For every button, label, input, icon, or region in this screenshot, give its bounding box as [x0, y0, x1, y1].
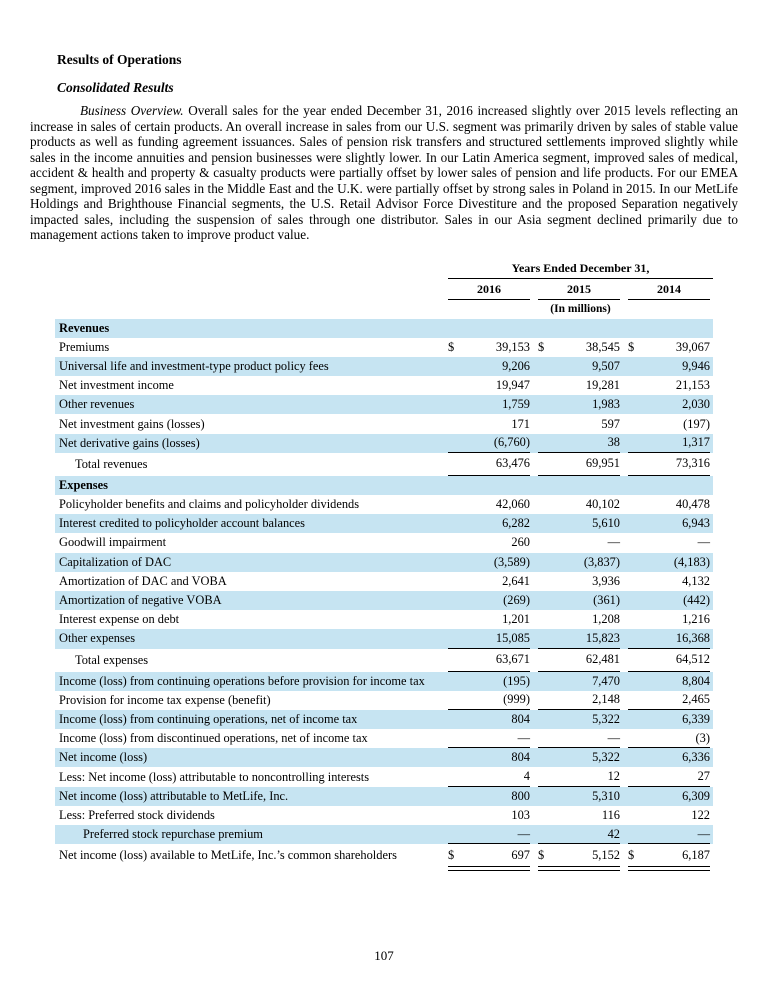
row-label: Universal life and investment-type product policy fees [59, 358, 329, 373]
value-text: (3) [695, 730, 710, 745]
row-values [448, 453, 713, 476]
year-column-2014: 2014 [628, 282, 710, 300]
financial-table [55, 262, 713, 868]
table-row [55, 806, 713, 825]
value-cell [628, 806, 710, 825]
value-cell [628, 533, 710, 552]
table-row [55, 710, 713, 729]
value-cell [538, 495, 620, 514]
value-cell [628, 495, 710, 514]
value-cell [628, 825, 710, 844]
value-cell [628, 319, 710, 338]
value-cell [538, 806, 620, 825]
value-cell [628, 729, 710, 748]
value-cell [538, 825, 620, 844]
row-values [448, 414, 713, 433]
value-cell [448, 649, 530, 672]
value-text: 804 [511, 750, 530, 765]
value-text: 1,208 [592, 612, 620, 627]
value-text: 6,309 [682, 788, 710, 803]
row-values [448, 434, 713, 453]
table-header-columns-row [55, 279, 713, 300]
value-text: 62,481 [585, 652, 620, 666]
value-text: (361) [593, 593, 620, 608]
table-row [55, 495, 713, 514]
row-values [448, 629, 713, 648]
table-header-units-row [55, 300, 713, 318]
value-cell [538, 357, 620, 376]
row-label: Revenues [59, 320, 110, 335]
value-cell [628, 572, 710, 591]
table-row [55, 338, 713, 357]
value-cell [448, 553, 530, 572]
value-cell [448, 591, 530, 610]
value-cell [628, 338, 710, 357]
value-cell [628, 649, 710, 672]
value-cell [628, 844, 710, 867]
dollar-sign: $ [628, 847, 635, 862]
row-values [448, 495, 713, 514]
row-label: Less: Net income (loss) attributable to noncontrolling interests [59, 769, 370, 784]
value-text: (4,183) [673, 554, 710, 569]
row-label: Less: Preferred stock dividends [59, 807, 215, 822]
table-row [55, 319, 713, 338]
table-row [55, 553, 713, 572]
value-text: — [607, 730, 620, 745]
page-number: 107 [374, 948, 394, 963]
table-row [55, 767, 713, 786]
value-text: 3,936 [592, 573, 620, 588]
row-values [448, 748, 713, 767]
value-cell [628, 414, 710, 433]
row-label: Provision for income tax expense (benefit) [59, 692, 271, 707]
value-text: — [517, 826, 530, 841]
value-text: 69,951 [585, 456, 620, 471]
row-values [448, 395, 713, 414]
value-cell [538, 476, 620, 495]
value-text: 4 [523, 769, 530, 784]
row-label: Income (loss) from discontinued operations, net of income tax [59, 731, 368, 746]
value-text: 171 [511, 416, 530, 431]
value-text: 697 [511, 847, 530, 862]
row-values [448, 476, 713, 495]
table-body [55, 319, 713, 868]
row-label: Other revenues [59, 397, 135, 412]
value-cell [448, 476, 530, 495]
row-label: Capitalization of DAC [59, 554, 172, 569]
value-cell [448, 691, 530, 710]
row-label: Amortization of negative VOBA [59, 593, 222, 608]
value-text: 1,201 [502, 612, 530, 627]
table-row [55, 610, 713, 629]
value-text: 19,281 [585, 378, 620, 393]
value-cell [538, 767, 620, 786]
value-text: 2,148 [592, 692, 620, 707]
year-columns [448, 282, 713, 300]
value-cell [628, 710, 710, 729]
value-cell [628, 476, 710, 495]
value-text: 6,187 [682, 847, 710, 862]
dollar-sign: $ [448, 847, 455, 862]
value-cell [538, 319, 620, 338]
value-text: 116 [601, 807, 620, 822]
table-row [55, 572, 713, 591]
table-row [55, 649, 713, 672]
value-text: 40,102 [585, 497, 620, 512]
value-text: 63,671 [495, 652, 530, 666]
row-values [448, 710, 713, 729]
value-cell [538, 453, 620, 476]
section-heading: Results of Operations [57, 52, 182, 67]
value-cell [538, 533, 620, 552]
table-row [55, 414, 713, 433]
table-row [55, 729, 713, 748]
value-cell [448, 453, 530, 476]
row-label: Preferred stock repurchase premium [83, 827, 263, 842]
value-cell [628, 395, 710, 414]
table-row [55, 591, 713, 610]
value-text: 597 [601, 416, 620, 431]
row-values [448, 319, 713, 338]
value-text: (3,589) [493, 554, 530, 569]
value-text: 39,153 [495, 339, 530, 354]
value-text: 1,759 [502, 397, 530, 412]
value-text: 12 [607, 769, 620, 784]
value-text: 260 [511, 535, 530, 550]
value-cell [628, 787, 710, 806]
value-cell [538, 553, 620, 572]
year-column-2015: 2015 [538, 282, 620, 300]
value-cell [538, 710, 620, 729]
row-values [448, 514, 713, 533]
value-cell [628, 357, 710, 376]
value-cell [538, 748, 620, 767]
row-label: Expenses [59, 477, 108, 492]
value-cell [448, 319, 530, 338]
value-cell [628, 672, 710, 691]
value-cell [448, 495, 530, 514]
value-text: 8,804 [682, 673, 710, 688]
table-row [55, 533, 713, 552]
row-label: Income (loss) from continuing operations, net of income tax [59, 711, 358, 726]
value-cell [448, 533, 530, 552]
value-text: 7,470 [592, 673, 620, 688]
value-text: 42,060 [495, 497, 530, 512]
row-label: Total revenues [75, 456, 148, 471]
row-label: Policyholder benefits and claims and policyholder dividends [59, 497, 360, 512]
value-text: (197) [683, 416, 710, 431]
value-cell [448, 787, 530, 806]
table-row [55, 748, 713, 767]
value-cell [628, 553, 710, 572]
row-values [448, 533, 713, 552]
dollar-sign: $ [538, 847, 545, 862]
value-text: 6,282 [502, 516, 530, 531]
value-cell [448, 844, 530, 867]
table-row [55, 691, 713, 710]
value-text: — [517, 730, 530, 745]
value-cell [448, 672, 530, 691]
row-label: Goodwill impairment [59, 535, 167, 550]
row-values [448, 649, 713, 672]
value-cell [448, 338, 530, 357]
value-text: 5,322 [592, 711, 620, 726]
value-text: 9,507 [592, 358, 620, 373]
value-cell [538, 629, 620, 648]
value-cell [448, 572, 530, 591]
value-cell [538, 376, 620, 395]
value-text: 122 [691, 807, 710, 822]
value-text: (269) [503, 593, 530, 608]
value-cell [448, 629, 530, 648]
row-values [448, 357, 713, 376]
dollar-sign: $ [538, 339, 545, 354]
value-text: 800 [511, 788, 530, 803]
value-cell [538, 610, 620, 629]
value-cell [448, 825, 530, 844]
year-column-2016: 2016 [448, 282, 530, 300]
units-label: (In millions) [550, 302, 611, 315]
value-cell [628, 610, 710, 629]
value-text: (3,837) [583, 554, 620, 569]
table-row [55, 395, 713, 414]
value-cell [448, 395, 530, 414]
row-values [448, 787, 713, 806]
value-text: (195) [503, 673, 530, 688]
value-text: 27 [697, 769, 710, 784]
value-text: 6,339 [682, 711, 710, 726]
table-row [55, 844, 713, 867]
value-text: (999) [503, 692, 530, 707]
row-label: Net income (loss) attributable to MetLife, Inc. [59, 788, 289, 803]
value-cell [538, 691, 620, 710]
dollar-sign: $ [448, 339, 455, 354]
value-cell [628, 767, 710, 786]
row-values [448, 806, 713, 825]
value-text: 21,153 [675, 378, 710, 393]
row-values [448, 338, 713, 357]
value-text: 1,317 [682, 435, 710, 450]
value-text: 2,641 [502, 573, 530, 588]
value-cell [628, 629, 710, 648]
value-cell [448, 806, 530, 825]
row-values [448, 610, 713, 629]
row-values [448, 844, 713, 867]
table-row [55, 376, 713, 395]
value-text: 42 [607, 826, 620, 841]
paragraph-text: Overall sales for the year ended December 31, 2016 increased slightly over 2015 levels reflecting an increase in sales of certain products. An overall increase in sales from our U.S. segment was primarily driven by sales of stable value products as well as funding agreement issuances. Sales of pension risk transfers and structured settlements improved slightly while sales in the income annuities and pension businesses were slightly lower. In our Latin America segment, improved sales of medical, accident & health and property & casualty products were partially offset by lower sales of pension and life products. For our EMEA segment, improved 2016 sales in the Middle East and the U.K. were partially offset by strong sales in Poland in 2015. In our MetLife Holdings and Brighthouse Financial segments, the U.S. Retail Advisor Force Divestiture and the proposed Separation negatively impacted sales, including the suspension of sales through one distributor. Sales in our Asia segment declined primarily due to management actions taken to improve product value. [30, 103, 738, 242]
value-text: 2,465 [682, 692, 710, 707]
value-text: 6,336 [682, 750, 710, 765]
value-text: 5,322 [592, 750, 620, 765]
row-values [448, 553, 713, 572]
value-text: 4,132 [682, 573, 710, 588]
table-row [55, 672, 713, 691]
value-text: 16,368 [675, 630, 710, 645]
value-text: 73,316 [675, 456, 710, 471]
table-row [55, 434, 713, 453]
value-text: — [697, 826, 710, 841]
row-label: Net income (loss) available to MetLife, Inc.’s common shareholders [59, 848, 397, 863]
table-row [55, 629, 713, 648]
value-cell [538, 672, 620, 691]
value-cell [538, 591, 620, 610]
value-cell [448, 357, 530, 376]
table-row [55, 476, 713, 495]
value-text: 15,085 [495, 630, 530, 645]
value-cell [538, 787, 620, 806]
table-row [55, 514, 713, 533]
value-cell [448, 376, 530, 395]
value-text: 63,476 [495, 456, 530, 471]
table-row [55, 787, 713, 806]
value-cell [448, 729, 530, 748]
value-cell [538, 729, 620, 748]
value-cell [538, 844, 620, 867]
value-cell [628, 514, 710, 533]
value-cell [538, 649, 620, 672]
value-text: 5,310 [592, 788, 620, 803]
row-label: Net investment gains (losses) [59, 416, 205, 431]
table-row [55, 453, 713, 476]
value-text: 19,947 [495, 378, 530, 393]
value-cell [448, 514, 530, 533]
value-text: 1,216 [682, 612, 710, 627]
value-text: 1,983 [592, 397, 620, 412]
value-cell [538, 514, 620, 533]
value-cell [448, 434, 530, 453]
row-values [448, 825, 713, 844]
value-text: (442) [683, 593, 710, 608]
body-paragraph [30, 103, 738, 243]
value-text: 64,512 [675, 652, 710, 666]
value-cell [448, 610, 530, 629]
value-text: 9,946 [682, 358, 710, 373]
row-label: Total expenses [75, 652, 149, 667]
value-cell [628, 376, 710, 395]
value-cell [628, 434, 710, 453]
value-text: 15,823 [585, 630, 620, 645]
paragraph-lead: Business Overview. [80, 103, 184, 118]
value-text: 39,067 [675, 339, 710, 354]
value-cell [538, 338, 620, 357]
row-label: Premiums [59, 339, 110, 354]
value-text: 103 [511, 807, 530, 822]
value-cell [628, 748, 710, 767]
value-text: 804 [511, 711, 530, 726]
value-cell [448, 414, 530, 433]
value-text: 2,030 [682, 397, 710, 412]
subsection-heading: Consolidated Results [57, 80, 174, 95]
value-cell [628, 691, 710, 710]
row-label: Interest expense on debt [59, 612, 180, 627]
row-label: Income (loss) from continuing operations before provision for income tax [59, 673, 425, 688]
value-cell [538, 395, 620, 414]
value-text: 38 [607, 435, 620, 450]
value-text: 6,943 [682, 516, 710, 531]
value-text: 5,152 [592, 847, 620, 862]
row-label: Net income (loss) [59, 750, 148, 765]
row-values [448, 767, 713, 786]
dollar-sign: $ [628, 339, 635, 354]
value-text: 40,478 [675, 497, 710, 512]
row-label: Interest credited to policyholder account balances [59, 516, 305, 531]
row-values [448, 729, 713, 748]
value-cell [628, 453, 710, 476]
row-label: Other expenses [59, 631, 136, 646]
row-label: Amortization of DAC and VOBA [59, 573, 227, 588]
row-values [448, 376, 713, 395]
row-label: Net derivative gains (losses) [59, 435, 200, 450]
row-values [448, 591, 713, 610]
years-ended-header: Years Ended December 31, [448, 261, 713, 279]
value-cell [448, 710, 530, 729]
value-cell [448, 767, 530, 786]
value-text: 5,610 [592, 516, 620, 531]
table-row [55, 825, 713, 844]
value-text: — [607, 535, 620, 550]
row-values [448, 691, 713, 710]
value-text: (6,760) [493, 435, 530, 450]
value-text: — [697, 535, 710, 550]
row-values [448, 572, 713, 591]
value-cell [448, 748, 530, 767]
table-row [55, 357, 713, 376]
value-text: 9,206 [502, 358, 530, 373]
value-cell [628, 591, 710, 610]
value-cell [538, 572, 620, 591]
value-cell [538, 434, 620, 453]
row-label: Net investment income [59, 378, 174, 393]
value-cell [538, 414, 620, 433]
table-header-years-row [55, 262, 713, 279]
row-values [448, 672, 713, 691]
value-text: 38,545 [585, 339, 620, 354]
